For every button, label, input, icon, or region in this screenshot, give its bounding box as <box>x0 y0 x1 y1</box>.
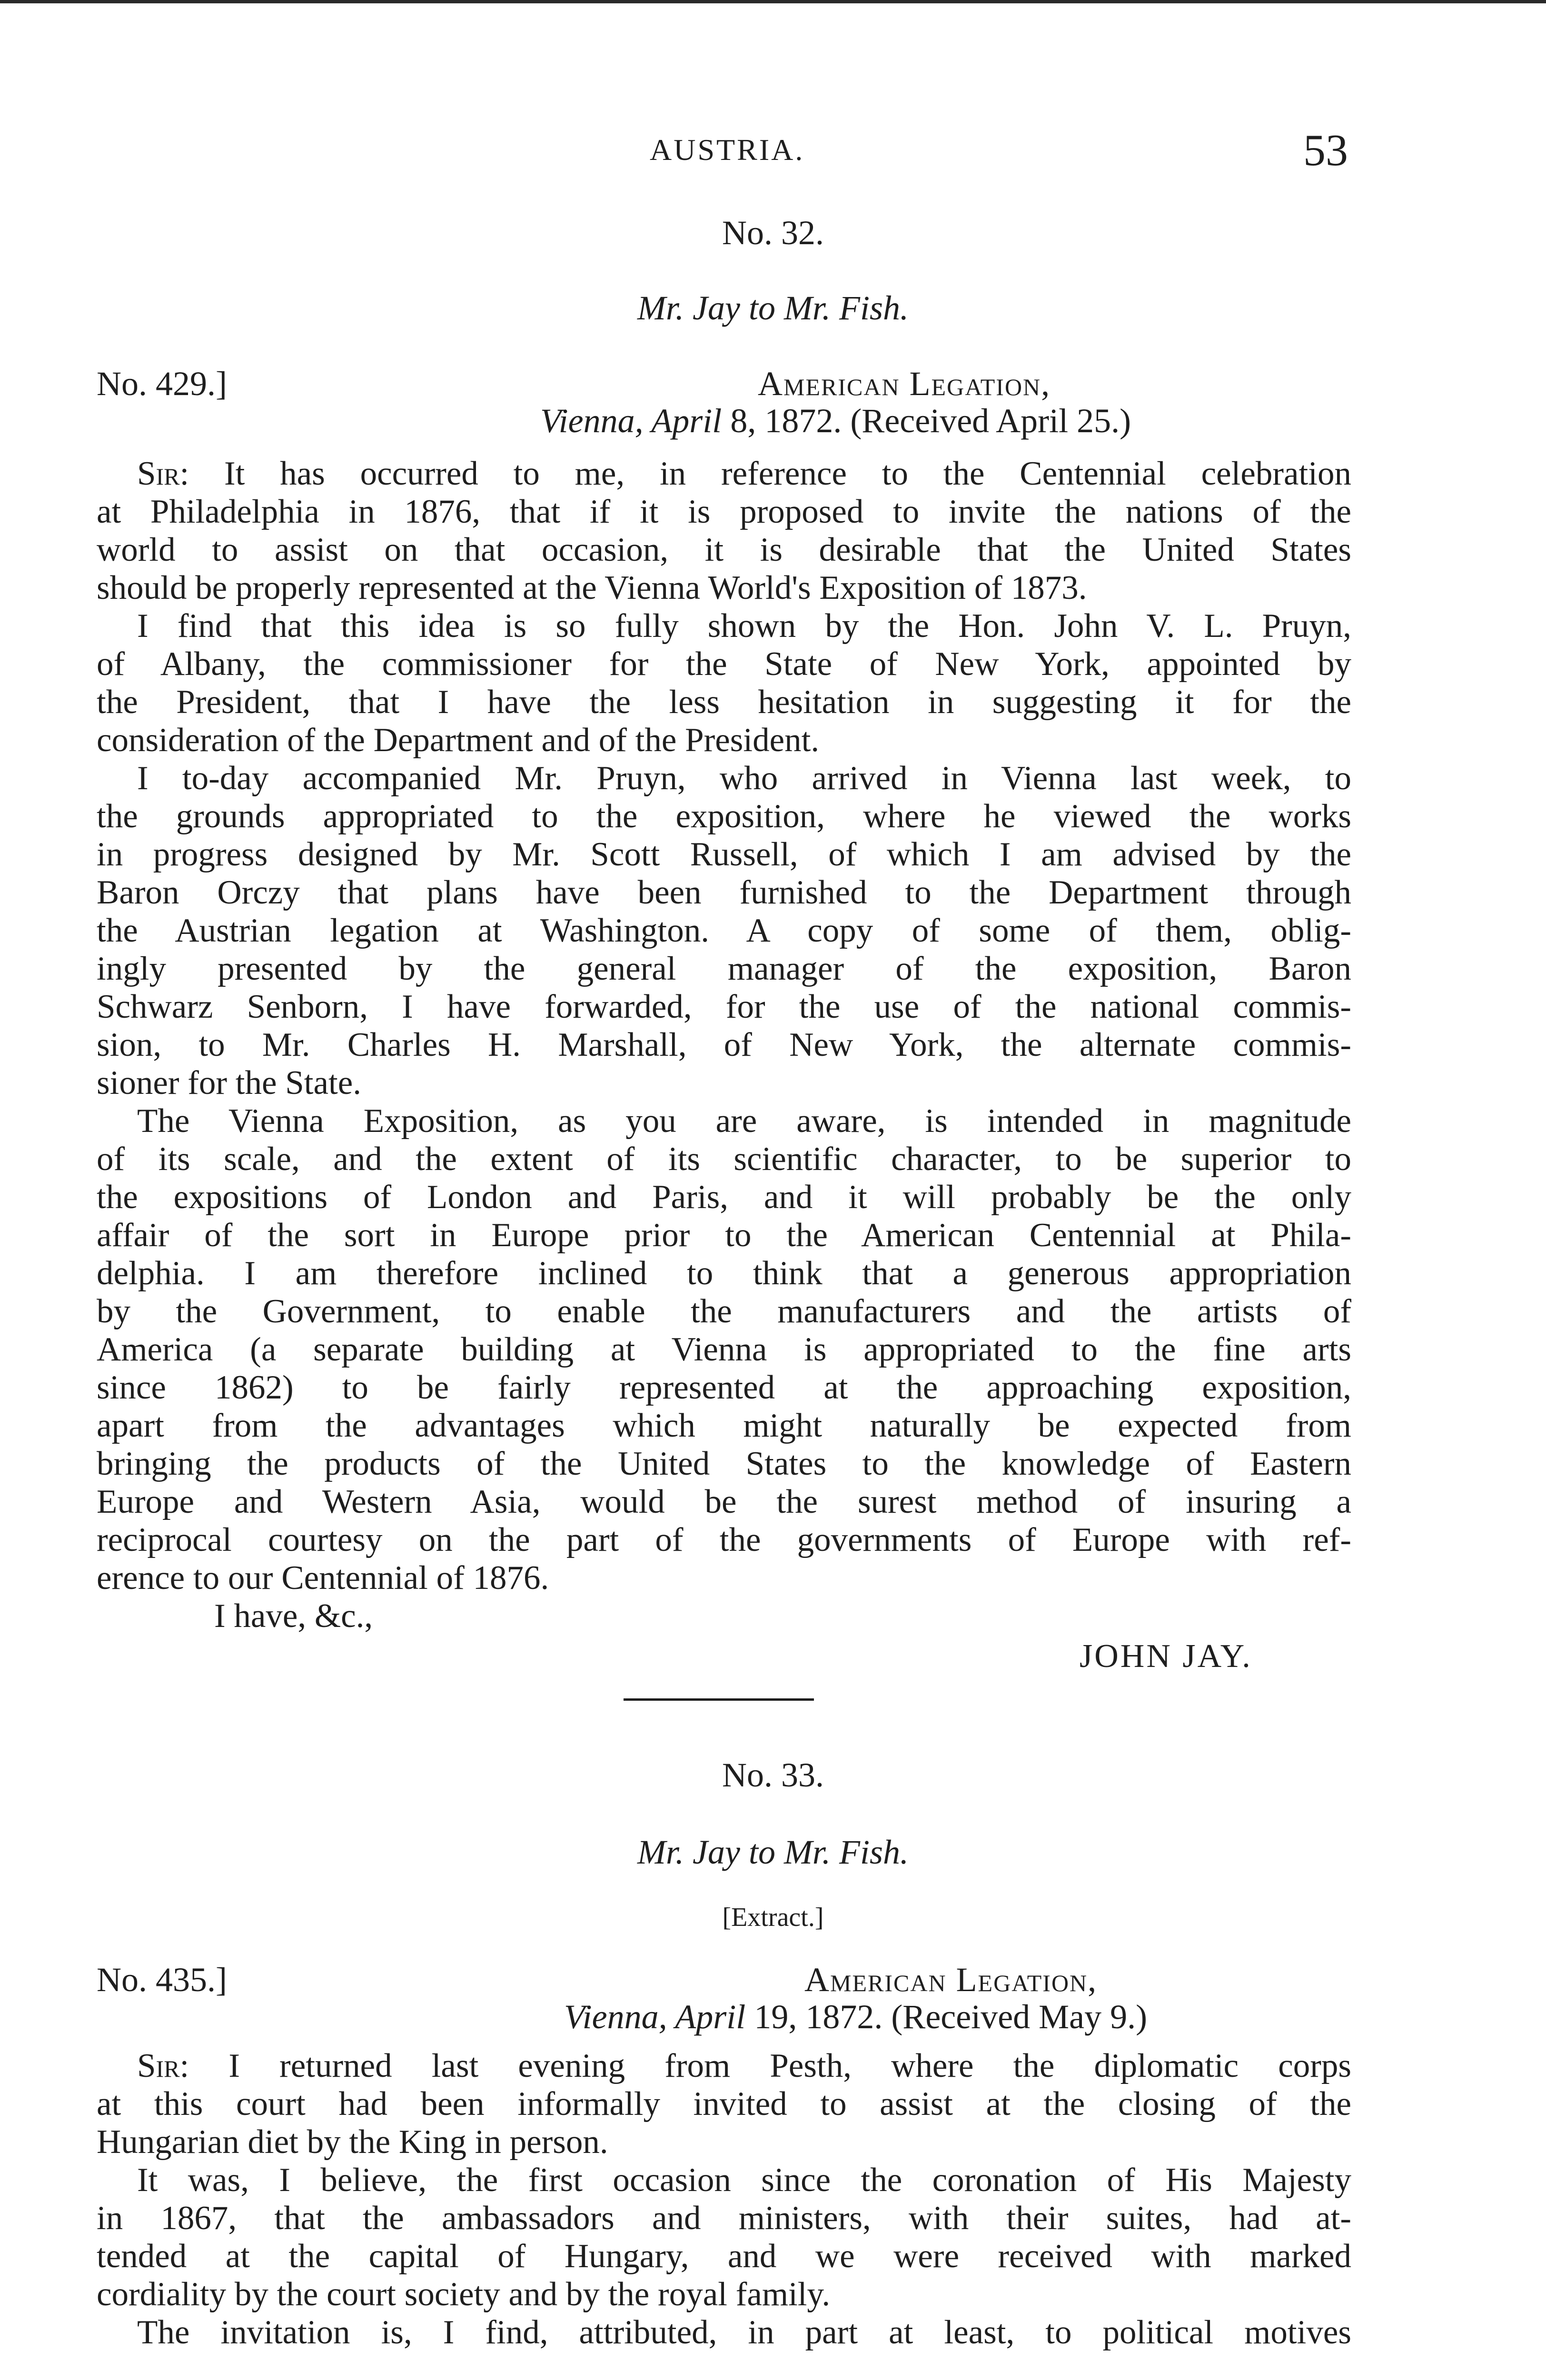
letter-number: No. 32. <box>722 214 824 252</box>
extract-note: [Extract.] <box>722 1903 824 1932</box>
body-line: reciprocal courtesy on the part of the governments of Europe with ref- <box>97 1521 1351 1558</box>
body-line: apart from the advantages which might naturally be expected from <box>97 1407 1351 1444</box>
dateline <box>564 1997 1147 2037</box>
salutation: Sir: <box>137 2047 189 2084</box>
body-line: at this court had been informally invited to assist at the closing of the <box>97 2085 1351 2122</box>
signature: JOHN JAY. <box>1080 1638 1252 1675</box>
body-line: Schwarz Senborn, I have forwarded, for the use of the national commis- <box>97 988 1351 1025</box>
body-line <box>137 455 1351 493</box>
body-line: in 1867, that the ambassadors and ministers, with their suites, had at- <box>97 2200 1351 2237</box>
dateline-date: 19, 1872. (Received May 9.) <box>754 1998 1148 2036</box>
letter-title: Mr. Jay to Mr. Fish. <box>637 1833 909 1871</box>
body-line: The invitation is, I find, attributed, in part at least, to political motives <box>137 2314 1351 2351</box>
body-line: at Philadelphia in 1876, that if it is proposed to invite the nations of the <box>97 493 1351 530</box>
body-line: The Vienna Exposition, as you are aware, is intended in magnitude <box>137 1102 1351 1140</box>
letter-title: Mr. Jay to Mr. Fish. <box>637 289 909 327</box>
dateline-city: Vienna, April <box>564 1998 746 2036</box>
body-line: the grounds appropriated to the exposition, where he viewed the works <box>97 798 1351 835</box>
body-line: tended at the capital of Hungary, and we were received with marked <box>97 2238 1351 2275</box>
body-line: of Albany, the commissioner for the State of New York, appointed by <box>97 645 1351 683</box>
legation-heading: American Legation, <box>804 1961 1098 1999</box>
section-divider <box>624 1698 814 1701</box>
body-line <box>137 2047 1351 2085</box>
body-line: the Austrian legation at Washington. A copy of some of them, oblig- <box>97 912 1351 949</box>
dateline-city: Vienna, April <box>540 402 722 440</box>
body-line: consideration of the Department and of the President. <box>97 722 820 759</box>
body-line: since 1862) to be fairly represented at the approaching exposition, <box>97 1369 1351 1406</box>
body-line: sion, to Mr. Charles H. Marshall, of New York, the alternate commis- <box>97 1026 1351 1063</box>
body-line: the expositions of London and Paris, and it will probably be the only <box>97 1179 1351 1216</box>
body-line: I to-day accompanied Mr. Pruyn, who arrived in Vienna last week, to <box>137 760 1351 797</box>
body-line: Hungarian diet by the King in person. <box>97 2123 608 2161</box>
dispatch-reference: No. 429.] <box>97 365 227 403</box>
body-line: bringing the products of the United States to the knowledge of Eastern <box>97 1445 1351 1482</box>
body-line: erence to our Centennial of 1876. <box>97 1559 549 1597</box>
body-line: the President, that I have the less hesitation in suggesting it for the <box>97 684 1351 721</box>
body-line: cordiality by the court society and by the royal family. <box>97 2276 831 2313</box>
legation-heading: American Legation, <box>758 365 1051 403</box>
body-line: in progress designed by Mr. Scott Russell, of which I am advised by the <box>97 836 1351 873</box>
running-head: AUSTRIA. <box>650 133 805 167</box>
body-line: sioner for the State. <box>97 1064 362 1101</box>
letter-number: No. 33. <box>722 1756 824 1794</box>
dispatch-reference: No. 435.] <box>97 1961 227 1999</box>
body-line: affair of the sort in Europe prior to the American Centennial at Phila- <box>97 1217 1351 1254</box>
dateline <box>540 401 1131 441</box>
body-line: should be properly represented at the Vienna World's Exposition of 1873. <box>97 569 1087 606</box>
body-line: delphia. I am therefore inclined to think that a generous appropriation <box>97 1255 1351 1292</box>
dateline-date: 8, 1872. (Received April 25.) <box>730 402 1131 440</box>
body-line: world to assist on that occasion, it is desirable that the United States <box>97 531 1351 568</box>
body-line: America (a separate building at Vienna is appropriated to the fine arts <box>97 1331 1351 1368</box>
body-text: It has occurred to me, in reference to the Centennial celebration <box>189 455 1351 492</box>
salutation: Sir: <box>137 455 189 492</box>
body-line: of its scale, and the extent of its scientific character, to be superior to <box>97 1140 1351 1178</box>
body-line: ingly presented by the general manager of the exposition, Baron <box>97 950 1351 987</box>
body-line: by the Government, to enable the manufacturers and the artists of <box>97 1293 1351 1330</box>
body-line: I find that this idea is so fully shown by the Hon. John V. L. Pruyn, <box>137 607 1351 645</box>
body-line: Baron Orczy that plans have been furnished to the Department through <box>97 874 1351 911</box>
page-number: 53 <box>1303 126 1348 175</box>
body-line: Europe and Western Asia, would be the surest method of insuring a <box>97 1483 1351 1520</box>
body-line: It was, I believe, the first occasion since the coronation of His Majesty <box>137 2162 1351 2199</box>
closing: I have, &c., <box>214 1597 373 1635</box>
body-text: I returned last evening from Pesth, where the diplomatic corps <box>189 2047 1351 2084</box>
top-rule <box>0 0 1546 3</box>
